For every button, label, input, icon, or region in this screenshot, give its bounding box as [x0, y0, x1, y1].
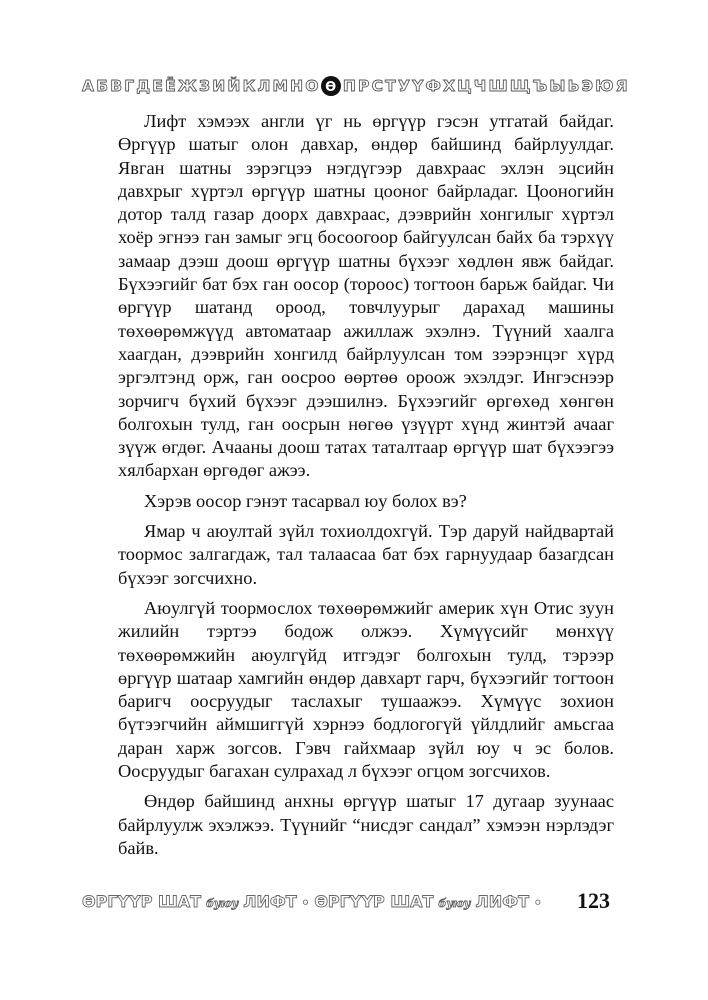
paragraph: Өндөр байшинд анхны өргүүр шатыг 17 дугаар зуунаас байрлуулж эхэлжээ. Түүнийг “нисдэг сандал” хэмээн нэрлэдэг байв.	[118, 791, 614, 858]
alphabet-letter: Х	[443, 77, 456, 95]
alphabet-letter: Ч	[473, 77, 487, 95]
running-head-text: ЛИФТ	[475, 891, 529, 911]
alphabet-letter: Р	[358, 77, 370, 95]
alphabet-letter: С	[371, 77, 383, 95]
alphabet-letter: О	[305, 77, 319, 95]
alphabet-letter: Ш	[488, 77, 508, 95]
alphabet-letter: Б	[96, 77, 109, 95]
alphabet-letter: Ё	[165, 77, 176, 95]
paragraph: Аюулгүй тоормослох төхөөрөмжийг америк хүн Отис зуун жилийн тэртээ бодож олжээ. Хүмүүсийг мөнхүү төхөөрөмжийн аюулгүйд итгэдэг болгохын тулд, тэрээр өргүүр шатаар хамгийн өндөр давхарт гарч, бүхээгийг тогтоон баригч оосруудыг таслахыг тушаажээ. Хүмүүс зохион бүтээгчийн аймшиггүй хэрнээ бодлогогүй үйлдлийг амьсгаа даран харж зогсов. Гэвч гайхмаар зүйл юу ч эс болов. Оосруудыг багахан сулрахад л бүхээг огцом зогсчихов.	[118, 597, 614, 782]
alphabet-letter: Й	[227, 77, 241, 95]
alphabet-letter-text: Ө	[325, 80, 337, 95]
running-head-text: буюу	[438, 896, 471, 910]
alphabet-letter: Я	[615, 77, 628, 95]
alphabet-letter: Ф	[425, 77, 441, 95]
alphabet-letter: М	[272, 77, 288, 95]
alphabet-letter: В	[110, 77, 123, 95]
alphabet-letter: А	[82, 77, 94, 95]
alphabet-letter: Ү	[412, 77, 424, 95]
running-head-text: ӨРГҮҮР ШАТ	[314, 891, 434, 911]
alphabet-letter: К	[242, 77, 256, 95]
alphabet-letter: Э	[581, 77, 593, 95]
alphabet-header	[82, 72, 628, 100]
page-footer	[82, 886, 610, 916]
alphabet-letter: Д	[136, 77, 151, 95]
paragraph: Хэрэв оосор гэнэт тасарвал юу болох вэ?	[144, 490, 467, 511]
alphabet-letter: Г	[124, 77, 135, 95]
alphabet-letter: Л	[257, 77, 271, 95]
running-head-text: ӨРГҮҮР ШАТ	[82, 891, 202, 911]
running-head-text: буюу	[206, 896, 239, 910]
alphabet-letter: П	[342, 77, 356, 95]
alphabet-letter: Ъ	[532, 77, 548, 95]
alphabet-letter: И	[212, 77, 226, 95]
alphabet-letter: Е	[152, 77, 163, 95]
alphabet-letter-highlighted	[321, 76, 341, 96]
alphabet-letter: Ц	[457, 77, 472, 95]
running-head-separator: •	[533, 895, 542, 910]
alphabet-letter: Ь	[567, 77, 580, 95]
alphabet-letter: Т	[385, 77, 396, 95]
paragraph: Лифт хэмээх англи үг нь өргүүр гэсэн утгатай байдаг. Өргүүр шатыг олон давхар, өндөр байшинд байрлуулдаг. Явган шатны зэрэгцээ нэгдүгээр давхраас эхлэн эцсийн давхрыг хүртэл өргүүр шатны цооног байрладаг. Цооногийн дотор талд газар доорх давхраас, дээврийн хонгилыг хүртэл хоёр эгнээ ган замыг эгц босоогоор байгуулсан байх ба тэрхүү замаар дээш доош өргүүр шатны бүхээг хөдлөн явж байдаг. Бүхээгийг бат бэх ган оосор (тороос) тогтоон барьж байдаг. Чи өргүүр шатанд ороод, товчлуурыг дарахад машины төхөөрөмжүүд автоматаар ажиллаж эхэлнэ. Түүний хаалга хаагдан, дээврийн хонгилд байрлуулсан том зээрэнцэг хүрд эргэлтэнд орж, ган оосроо өөртөө ороож эхэлдэг. Ингэснээр зорчигч бүхий бүхээг дээшилнэ. Бүхээгийг өргөхөд хөнгөн болгохын тулд, ган оосрын нөгөө үзүүрт хүнд жинтэй ачааг зүүж өгдөг. Ачааны доош татах таталтаар өргүүр шат бүхээгээ хялбархан өргөдөг ажээ.	[118, 111, 614, 481]
page-number: 123	[577, 888, 610, 913]
alphabet-letter: Ы	[549, 77, 566, 95]
paragraph: Ямар ч аюултай зүйл тохиолдохгүй. Тэр даруй найдвартай тоормос залгагдаж, тал талаасаа бат бэх гарнуудаар базагдсан бүхээг зогсчихно.	[118, 521, 614, 588]
alphabet-letter: Ю	[595, 77, 614, 95]
running-head-text: ЛИФТ	[243, 891, 297, 911]
alphabet-letter: Щ	[509, 77, 531, 95]
alphabet-letter: З	[199, 77, 211, 95]
body-text	[118, 110, 614, 867]
alphabet-letter: Ж	[177, 77, 197, 95]
alphabet-letter: У	[397, 77, 410, 95]
running-head	[82, 892, 542, 911]
alphabet-letter: Н	[290, 77, 304, 95]
running-head-separator: •	[301, 895, 310, 910]
